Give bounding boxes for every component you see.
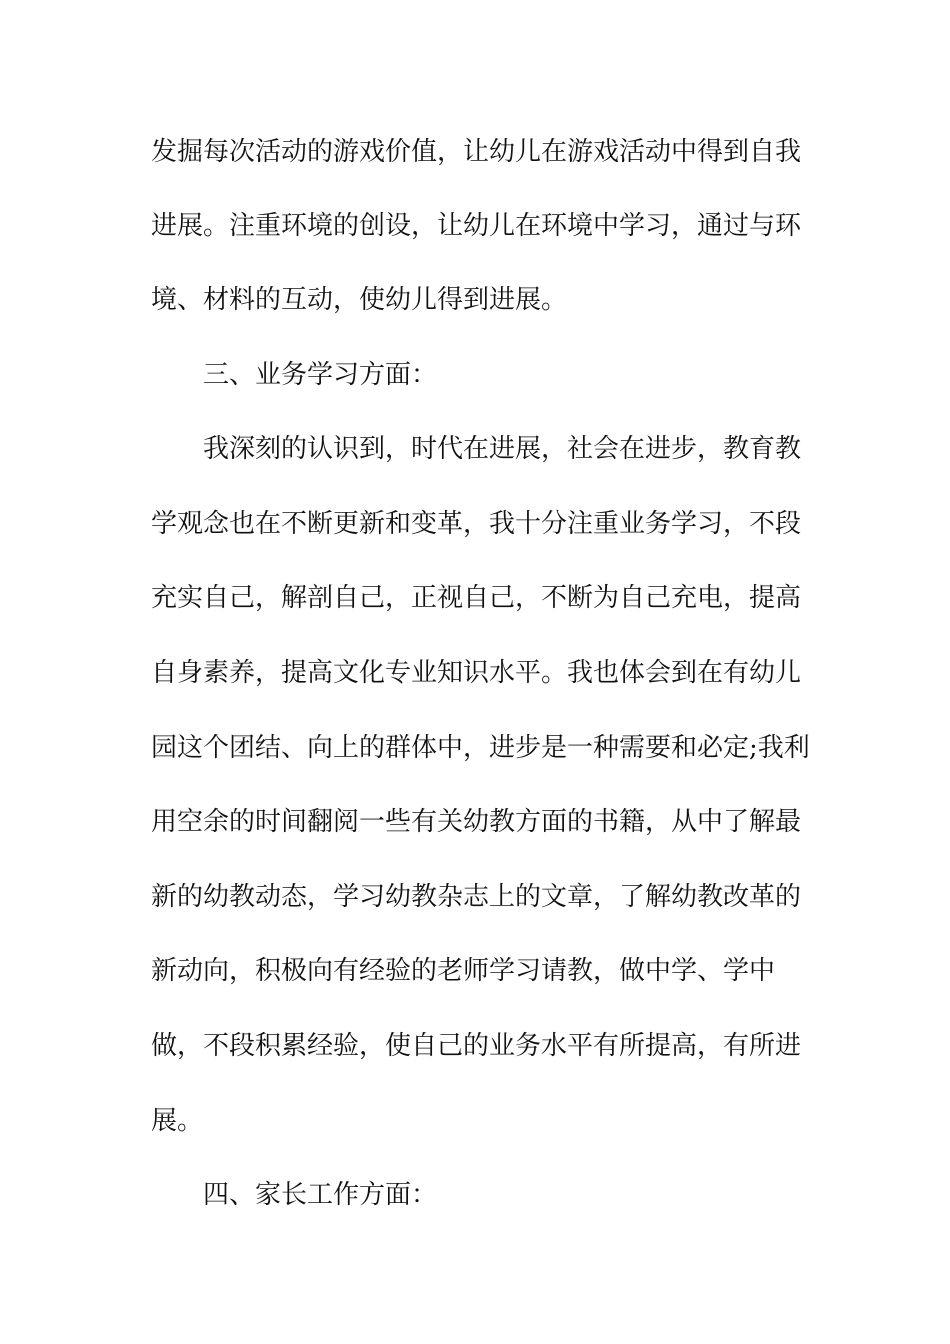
paragraph-line: 园这个团结、向上的群体中，进步是一种需要和必定;我利 (151, 733, 810, 763)
paragraph-line: 境、材料的互动，使幼儿得到进展。 (151, 285, 568, 315)
paragraph-line: 进展。注重环境的创设，让幼儿在环境中学习，通过与环 (151, 211, 802, 241)
paragraph-line: 我深刻的认识到，时代在进展，社会在进步，教育教 (203, 434, 802, 464)
paragraph-line: 学观念也在不断更新和变革，我十分注重业务学习，不段 (151, 509, 802, 539)
paragraph-line: 做，不段积累经验，使自己的业务水平有所提高，有所进 (151, 1031, 802, 1061)
section-heading: 三、业务学习方面： (203, 360, 438, 390)
paragraph-line: 自身素养，提高文化专业知识水平。我也体会到在有幼儿 (151, 658, 802, 688)
paragraph-line: 充实自己，解剖自己，正视自己，不断为自己充电，提高 (151, 583, 802, 613)
section-heading: 四、家长工作方面： (203, 1180, 438, 1210)
paragraph-line: 展。 (151, 1106, 204, 1136)
paragraph-line: 发掘每次活动的游戏价值，让幼儿在游戏活动中得到自我 (151, 137, 802, 167)
paragraph-line: 新动向，积极向有经验的老师学习请教，做中学、学中 (151, 956, 776, 986)
paragraph-line: 用空余的时间翻阅一些有关幼教方面的书籍，从中了解最 (151, 807, 802, 837)
paragraph-line: 新的幼教动态，学习幼教杂志上的文章，了解幼教改革的 (151, 882, 802, 912)
